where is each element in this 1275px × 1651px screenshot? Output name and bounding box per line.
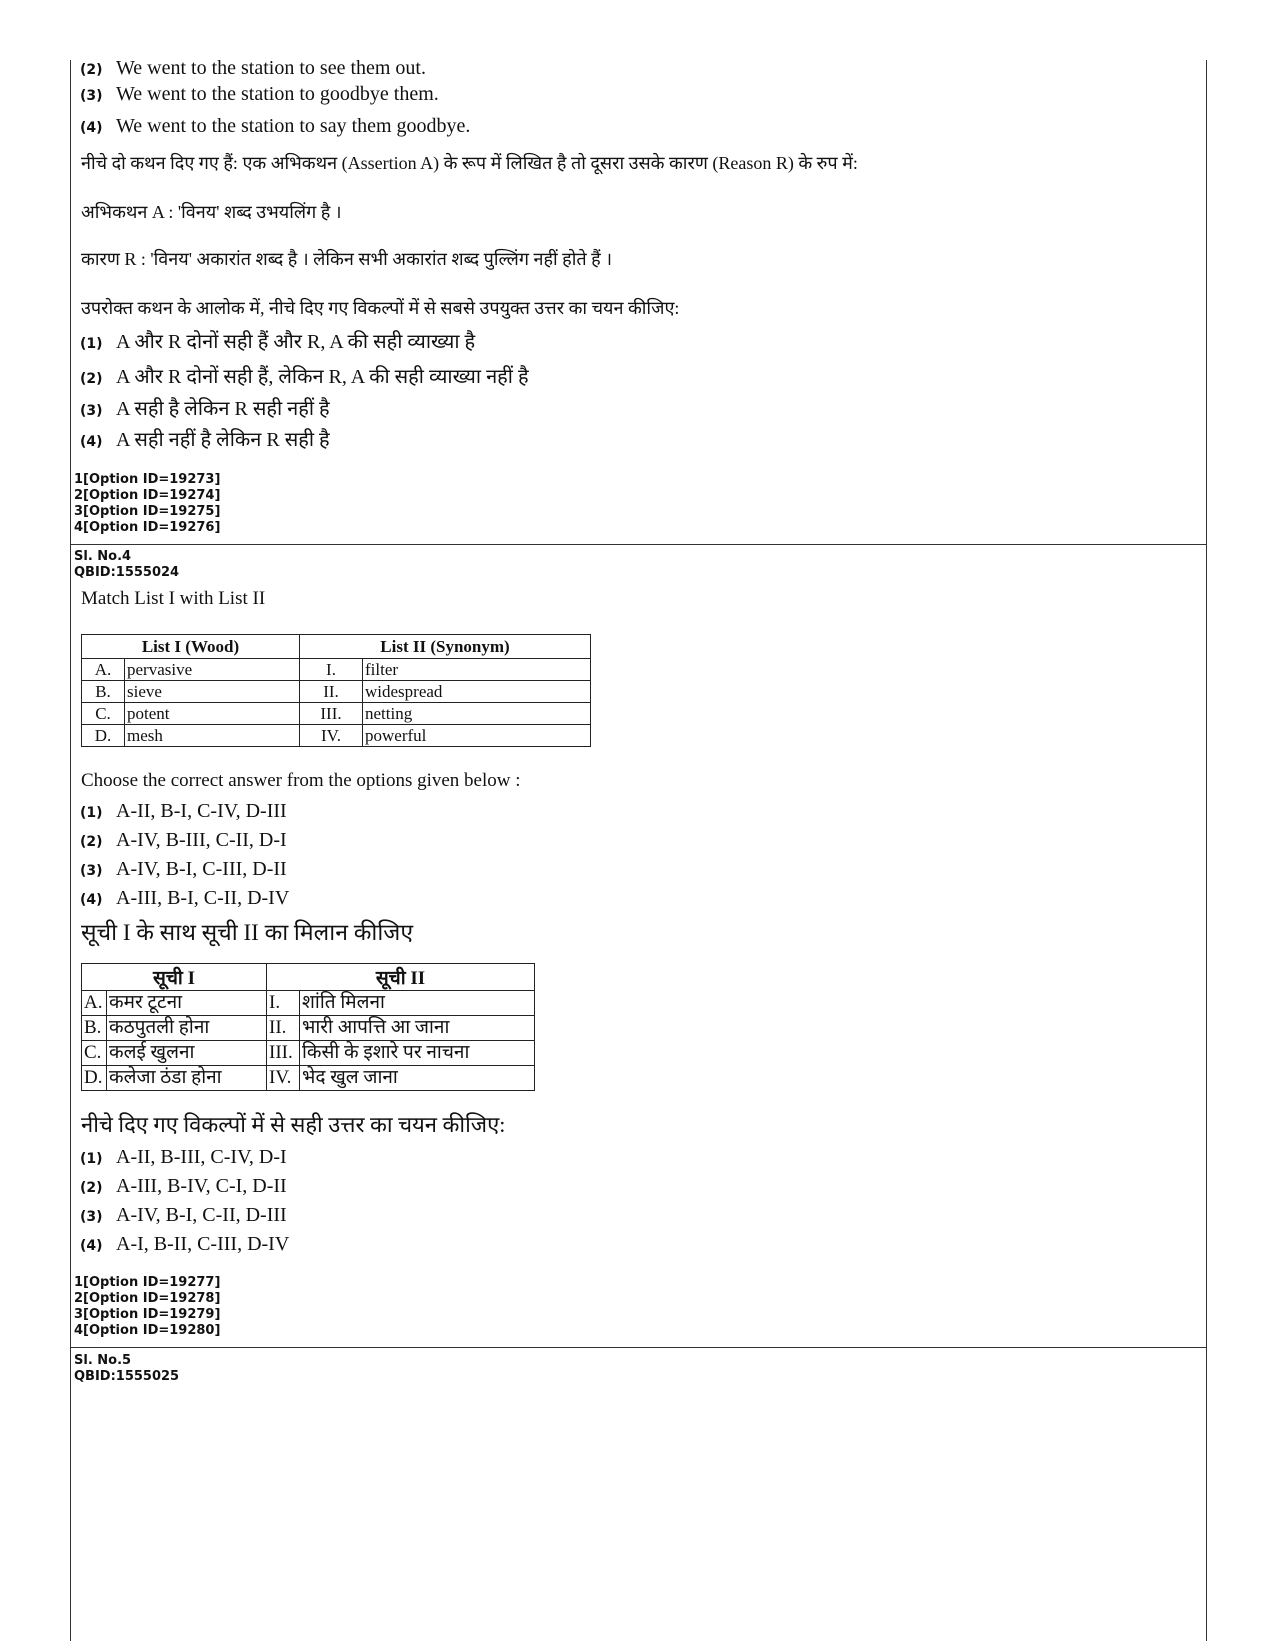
- q3-option-hi-4: (4) A सही नहीं है लेकिन R सही है: [80, 429, 330, 451]
- q4-option-hi-3: (3) A-IV, B-I, C-II, D-III: [80, 1204, 287, 1226]
- q4-choose-en: Choose the correct answer from the options given below :: [81, 770, 521, 791]
- q5-header: [74, 1353, 179, 1385]
- list2-header: List II (Synonym): [300, 635, 591, 659]
- q3-option-hi-2: (2) A और R दोनों सही हैं, लेकिन R, A की सही व्याख्या नहीं है: [80, 366, 529, 388]
- option-id-line: 3[Option ID=19279]: [74, 1307, 221, 1322]
- q4-header: [74, 549, 179, 581]
- q3-option-en-4: (4) We went to the station to say them goodbye.: [80, 115, 471, 137]
- q3-reason: कारण R : 'विनय' अकारांत शब्द है । लेकिन सभी अकारांत शब्द पुल्लिंग नहीं होते हैं ।: [81, 249, 613, 269]
- q3-hindi-intro: नीचे दो कथन दिए गए हैं: एक अभिकथन (Assertion A) के रूप में लिखित है तो दूसरा उसके कारण (Reason R) के रुप में:: [81, 153, 858, 173]
- row-numeral: IV.: [267, 1066, 300, 1091]
- row-item: भेद खुल जाना: [300, 1066, 535, 1091]
- row-numeral: II.: [300, 681, 363, 703]
- q3-option-hi-1: (1) A और R दोनों सही हैं और R, A की सही व्याख्या है: [80, 331, 476, 353]
- row-item: netting: [363, 703, 591, 725]
- q3-option-hi-3: (3) A सही है लेकिन R सही नहीं है: [80, 398, 330, 420]
- divider: [70, 1347, 1207, 1348]
- q4-option-en-4: (4) A-III, B-I, C-II, D-IV: [80, 887, 290, 909]
- row-item: widespread: [363, 681, 591, 703]
- row-numeral: III.: [300, 703, 363, 725]
- list1-header: सूची I: [82, 964, 267, 991]
- table-header-row: [82, 964, 535, 991]
- option-id-line: 2[Option ID=19278]: [74, 1291, 221, 1306]
- q4-option-en-2: (2) A-IV, B-III, C-II, D-I: [80, 829, 287, 851]
- list2-header: सूची II: [267, 964, 535, 991]
- row-letter: A.: [82, 991, 107, 1016]
- q4-option-en-1: (1) A-II, B-I, C-IV, D-III: [80, 800, 287, 822]
- q4-option-hi-1: (1) A-II, B-III, C-IV, D-I: [80, 1146, 287, 1168]
- row-letter: B.: [82, 681, 125, 703]
- q4-option-en-3: (3) A-IV, B-I, C-III, D-II: [80, 858, 287, 880]
- row-item: sieve: [125, 681, 300, 703]
- row-letter: D.: [82, 725, 125, 747]
- row-numeral: I.: [300, 659, 363, 681]
- option-id-line: 3[Option ID=19275]: [74, 504, 221, 519]
- row-item: potent: [125, 703, 300, 725]
- option-id-line: 4[Option ID=19280]: [74, 1323, 221, 1338]
- table-row: [82, 703, 591, 725]
- q4-choose-hi: नीचे दिए गए विकल्पों में से सही उत्तर का चयन कीजिए:: [81, 1112, 506, 1137]
- sl-no: Sl. No.5: [74, 1353, 132, 1368]
- divider: [70, 544, 1207, 545]
- row-item: pervasive: [125, 659, 300, 681]
- q3-option-en-2: (2) We went to the station to see them out.: [80, 57, 426, 79]
- row-letter: A.: [82, 659, 125, 681]
- q4-title-en: Match List I with List II: [81, 588, 266, 609]
- table-header-row: [82, 635, 591, 659]
- row-item: किसी के इशारे पर नाचना: [300, 1041, 535, 1066]
- q4-title-hi: सूची I के साथ सूची II का मिलान कीजिए: [81, 920, 414, 945]
- table-row: [82, 1041, 535, 1066]
- row-item: कलई खुलना: [107, 1041, 267, 1066]
- row-numeral: III.: [267, 1041, 300, 1066]
- row-item: filter: [363, 659, 591, 681]
- row-item: कठपुतली होना: [107, 1016, 267, 1041]
- table-row: [82, 1066, 535, 1091]
- row-item: mesh: [125, 725, 300, 747]
- q3-assertion: अभिकथन A : 'विनय' शब्द उभयलिंग है ।: [81, 202, 342, 222]
- list1-header: List I (Wood): [82, 635, 300, 659]
- q3-instruction: उपरोक्त कथन के आलोक में, नीचे दिए गए विकल्पों में से सबसे उपयुक्त उत्तर का चयन कीजिए:: [81, 298, 680, 318]
- row-item: कमर टूटना: [107, 991, 267, 1016]
- table-row: [82, 681, 591, 703]
- row-letter: C.: [82, 703, 125, 725]
- table-row: [82, 991, 535, 1016]
- row-numeral: I.: [267, 991, 300, 1016]
- q4-option-hi-4: (4) A-I, B-II, C-III, D-IV: [80, 1233, 290, 1255]
- row-letter: B.: [82, 1016, 107, 1041]
- q4-option-ids: [74, 1275, 220, 1339]
- option-id-line: 1[Option ID=19273]: [74, 472, 221, 487]
- qbid: QBID:1555025: [74, 1369, 180, 1384]
- option-id-line: 2[Option ID=19274]: [74, 488, 221, 503]
- row-item: भारी आपत्ति आ जाना: [300, 1016, 535, 1041]
- sl-no: Sl. No.4: [74, 549, 132, 564]
- row-numeral: IV.: [300, 725, 363, 747]
- table-row: [82, 659, 591, 681]
- q4-match-table-hi: [81, 963, 535, 1091]
- qbid: QBID:1555024: [74, 565, 180, 580]
- option-id-line: 1[Option ID=19277]: [74, 1275, 221, 1290]
- row-item: कलेजा ठंडा होना: [107, 1066, 267, 1091]
- q4-option-hi-2: (2) A-III, B-IV, C-I, D-II: [80, 1175, 287, 1197]
- row-item: powerful: [363, 725, 591, 747]
- option-id-line: 4[Option ID=19276]: [74, 520, 221, 535]
- row-numeral: II.: [267, 1016, 300, 1041]
- q3-option-ids: [74, 472, 220, 536]
- row-letter: C.: [82, 1041, 107, 1066]
- table-row: [82, 1016, 535, 1041]
- table-row: [82, 725, 591, 747]
- row-item: शांति मिलना: [300, 991, 535, 1016]
- row-letter: D.: [82, 1066, 107, 1091]
- q3-option-en-3: (3) We went to the station to goodbye them.: [80, 83, 439, 105]
- q4-match-table-en: [81, 634, 591, 747]
